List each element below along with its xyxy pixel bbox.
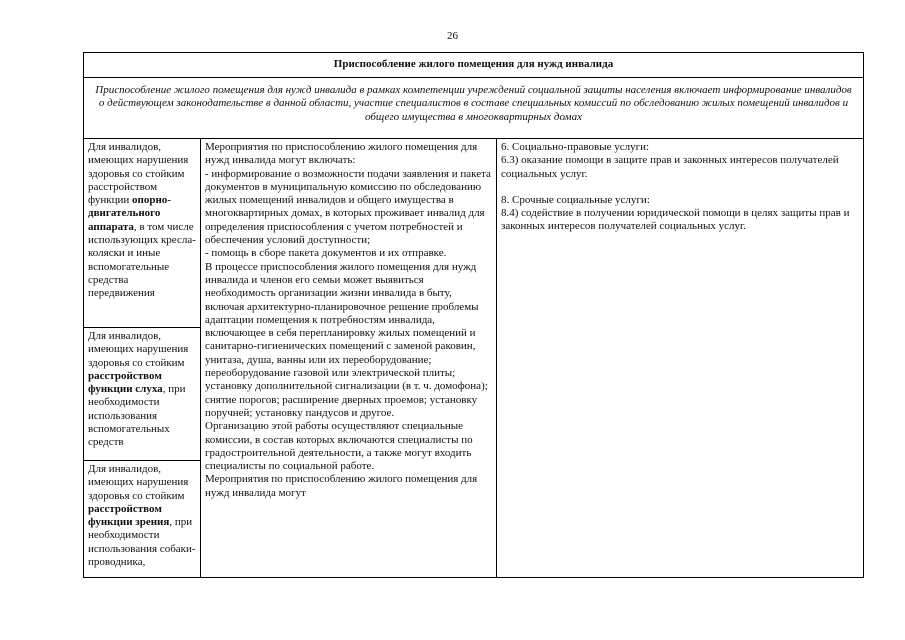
measures-paragraph: Организацию этой работы осуществляют специальные комиссии, в состав которых включаются специалисты по градостроительной деятельности, а также могут входить специалисты по социальной работе.: [205, 420, 473, 473]
category-text: Для инвалидов, имеющих нарушения здоровья со стойким расстройством функции: [88, 141, 189, 207]
spacer: [501, 181, 859, 194]
measures-cell: [201, 139, 497, 578]
category-emphasis: расстройством функции слуха: [88, 369, 163, 396]
table-intro: Приспособление жилого помещения для нужд инвалида в рамках компетенции учреждений социальной защиты населения включает информирование инвалидов о действующем законодательстве в данной области, участие специалистов в составе специальных комиссий по обследованию жилых помещений инвалидов и общего имущества в многоквартирных домах: [84, 78, 864, 139]
measures-item: - информирование о возможности подачи заявления и пакета документов в муниципальную комиссию по обследованию жилых помещений инвалидов и общего имущества в многоквартирных домах, в которых проживает инвалид для определения приспособления с учетом потребностей и обеспечения условий доступности;: [205, 167, 491, 247]
disability-housing-table: [83, 52, 864, 578]
table-title: Приспособление жилого помещения для нужд инвалида: [84, 53, 864, 78]
services-group-title: 8. Срочные социальные услуги:: [501, 193, 650, 206]
category-text: Для инвалидов, имеющих нарушения здоровья со стойким: [88, 330, 189, 369]
category-text: , в том числе использующих кресла-коляски и иные вспомогательные средства передвижения: [88, 220, 196, 300]
services-item: 8.4) содействие в получении юридической помощи в целях защиты прав и законных интересов получателей социальных услуг.: [501, 207, 850, 233]
category-text: , при необходимости использования вспомогательных средств: [88, 383, 186, 449]
measures-intro: Мероприятия по приспособлению жилого помещения для нужд инвалида могут включать:: [205, 141, 478, 167]
measures-paragraph: Мероприятия по приспособлению жилого помещения для нужд инвалида могут: [205, 473, 478, 499]
category-hearing: [84, 328, 201, 461]
services-item: 6.3) оказание помощи в защите прав и законных интересов получателей социальных услуг.: [501, 154, 839, 180]
measures-item: - помощь в сборе пакета документов и их отправке.: [205, 247, 447, 260]
category-emphasis: опорно-двигательного аппарата: [88, 194, 171, 233]
category-musculoskeletal: [84, 139, 201, 328]
category-text: Для инвалидов, имеющих нарушения здоровья со стойким: [88, 463, 189, 502]
category-text: , при необходимости использования собаки-проводника,: [88, 516, 196, 569]
services-group-title: 6. Социально-правовые услуги:: [501, 141, 650, 153]
measures-paragraph: В процессе приспособления жилого помещения для нужд инвалида и членов его семьи может выявиться необходимость организации жизни инвалида в быту, включая архитектурно-планировочное решение проблемы адаптации помещения к потребностям инвалида, включающее в себя перепланировку жилых помещений и санитарно-гигиенических помещений с заменой раковин, унитаза, душа, ванны или их переоборудование; переоборудование газовой или электрической плиты; установку дополнительной сигнализации (в т. ч. домофона); снятие порогов; расширение дверных проемов; установку поручней; установку пандусов и другое.: [205, 260, 488, 419]
category-vision: [84, 461, 201, 578]
services-cell: [497, 139, 864, 578]
category-emphasis: расстройством функции зрения: [88, 502, 170, 529]
page-number: 26: [447, 30, 458, 42]
